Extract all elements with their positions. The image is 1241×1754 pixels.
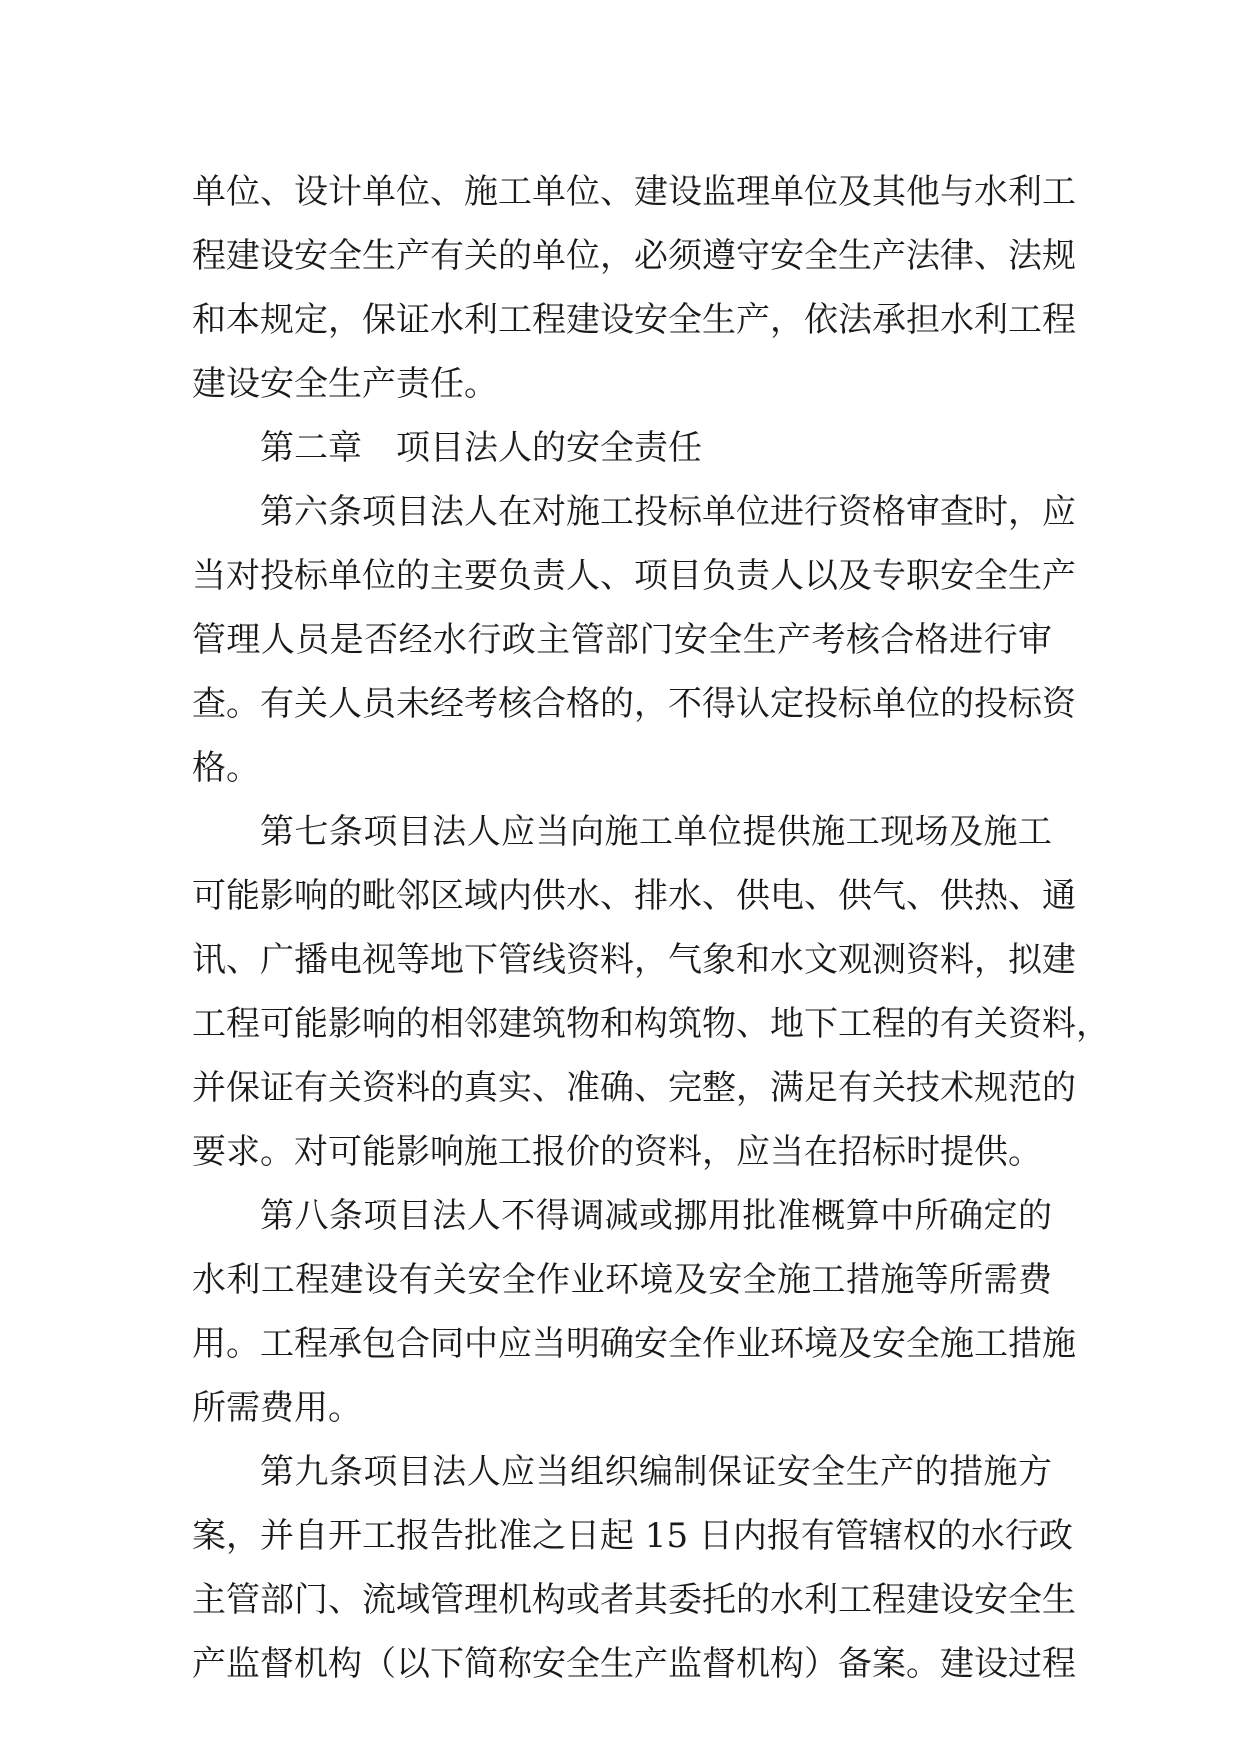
text-line: 案，并自开工报告批准之日起 15 日内报有管辖权的水行政: [192, 1516, 1073, 1556]
text-line: 产监督机构（以下简称安全生产监督机构）备案。建设过程: [192, 1644, 1076, 1684]
text-line: 用。工程承包合同中应当明确安全作业环境及安全施工措施: [192, 1324, 1076, 1364]
text-line: 要求。对可能影响施工报价的资料，应当在招标时提供。: [192, 1132, 1042, 1172]
text-line: 和本规定，保证水利工程建设安全生产，依法承担水利工程: [192, 300, 1076, 340]
text-line: 所需费用。: [192, 1388, 362, 1428]
text-line: 讯、广播电视等地下管线资料，气象和水文观测资料，拟建: [192, 940, 1076, 980]
text-line: 第九条项目法人应当组织编制保证安全生产的措施方: [260, 1452, 1052, 1492]
text-line: 单位、设计单位、施工单位、建设监理单位及其他与水利工: [192, 172, 1076, 212]
article-9: [192, 1440, 1076, 1696]
article-7: [192, 800, 1110, 1184]
text-line: 可能影响的毗邻区域内供水、排水、供电、供气、供热、通: [192, 876, 1076, 916]
text-line: 当对投标单位的主要负责人、项目负责人以及专职安全生产: [192, 556, 1076, 596]
text-line: 第七条项目法人应当向施工单位提供施工现场及施工: [260, 812, 1052, 852]
text-line: 主管部门、流域管理机构或者其委托的水利工程建设安全生: [192, 1580, 1076, 1620]
article-6: [192, 480, 1076, 800]
text-line: 并保证有关资料的真实、准确、完整，满足有关技术规范的: [192, 1068, 1076, 1108]
text-line: 程建设安全生产有关的单位，必须遵守安全生产法律、法规: [192, 236, 1076, 276]
text-line: 建设安全生产责任。: [192, 364, 498, 404]
chapter-number: 第二章: [260, 428, 362, 468]
chapter-heading: [192, 416, 1052, 480]
paragraph-intro: [192, 160, 1076, 416]
article-8: [192, 1184, 1076, 1440]
text-line: 工程可能影响的相邻建筑物和构筑物、地下工程的有关资料，: [192, 1004, 1110, 1044]
text-line: 水利工程建设有关安全作业环境及安全施工措施等所需费: [192, 1260, 1052, 1300]
document-body: [192, 160, 1110, 1696]
text-line: 第六条项目法人在对施工投标单位进行资格审查时，应: [260, 492, 1076, 532]
text-line: 第八条项目法人不得调减或挪用批准概算中所确定的: [260, 1196, 1052, 1236]
text-line: 管理人员是否经水行政主管部门安全生产考核合格进行审: [192, 620, 1052, 660]
chapter-title: 项目法人的安全责任: [396, 428, 702, 468]
text-line: 查。有关人员未经考核合格的，不得认定投标单位的投标资: [192, 684, 1076, 724]
text-line: 格。: [192, 748, 260, 788]
